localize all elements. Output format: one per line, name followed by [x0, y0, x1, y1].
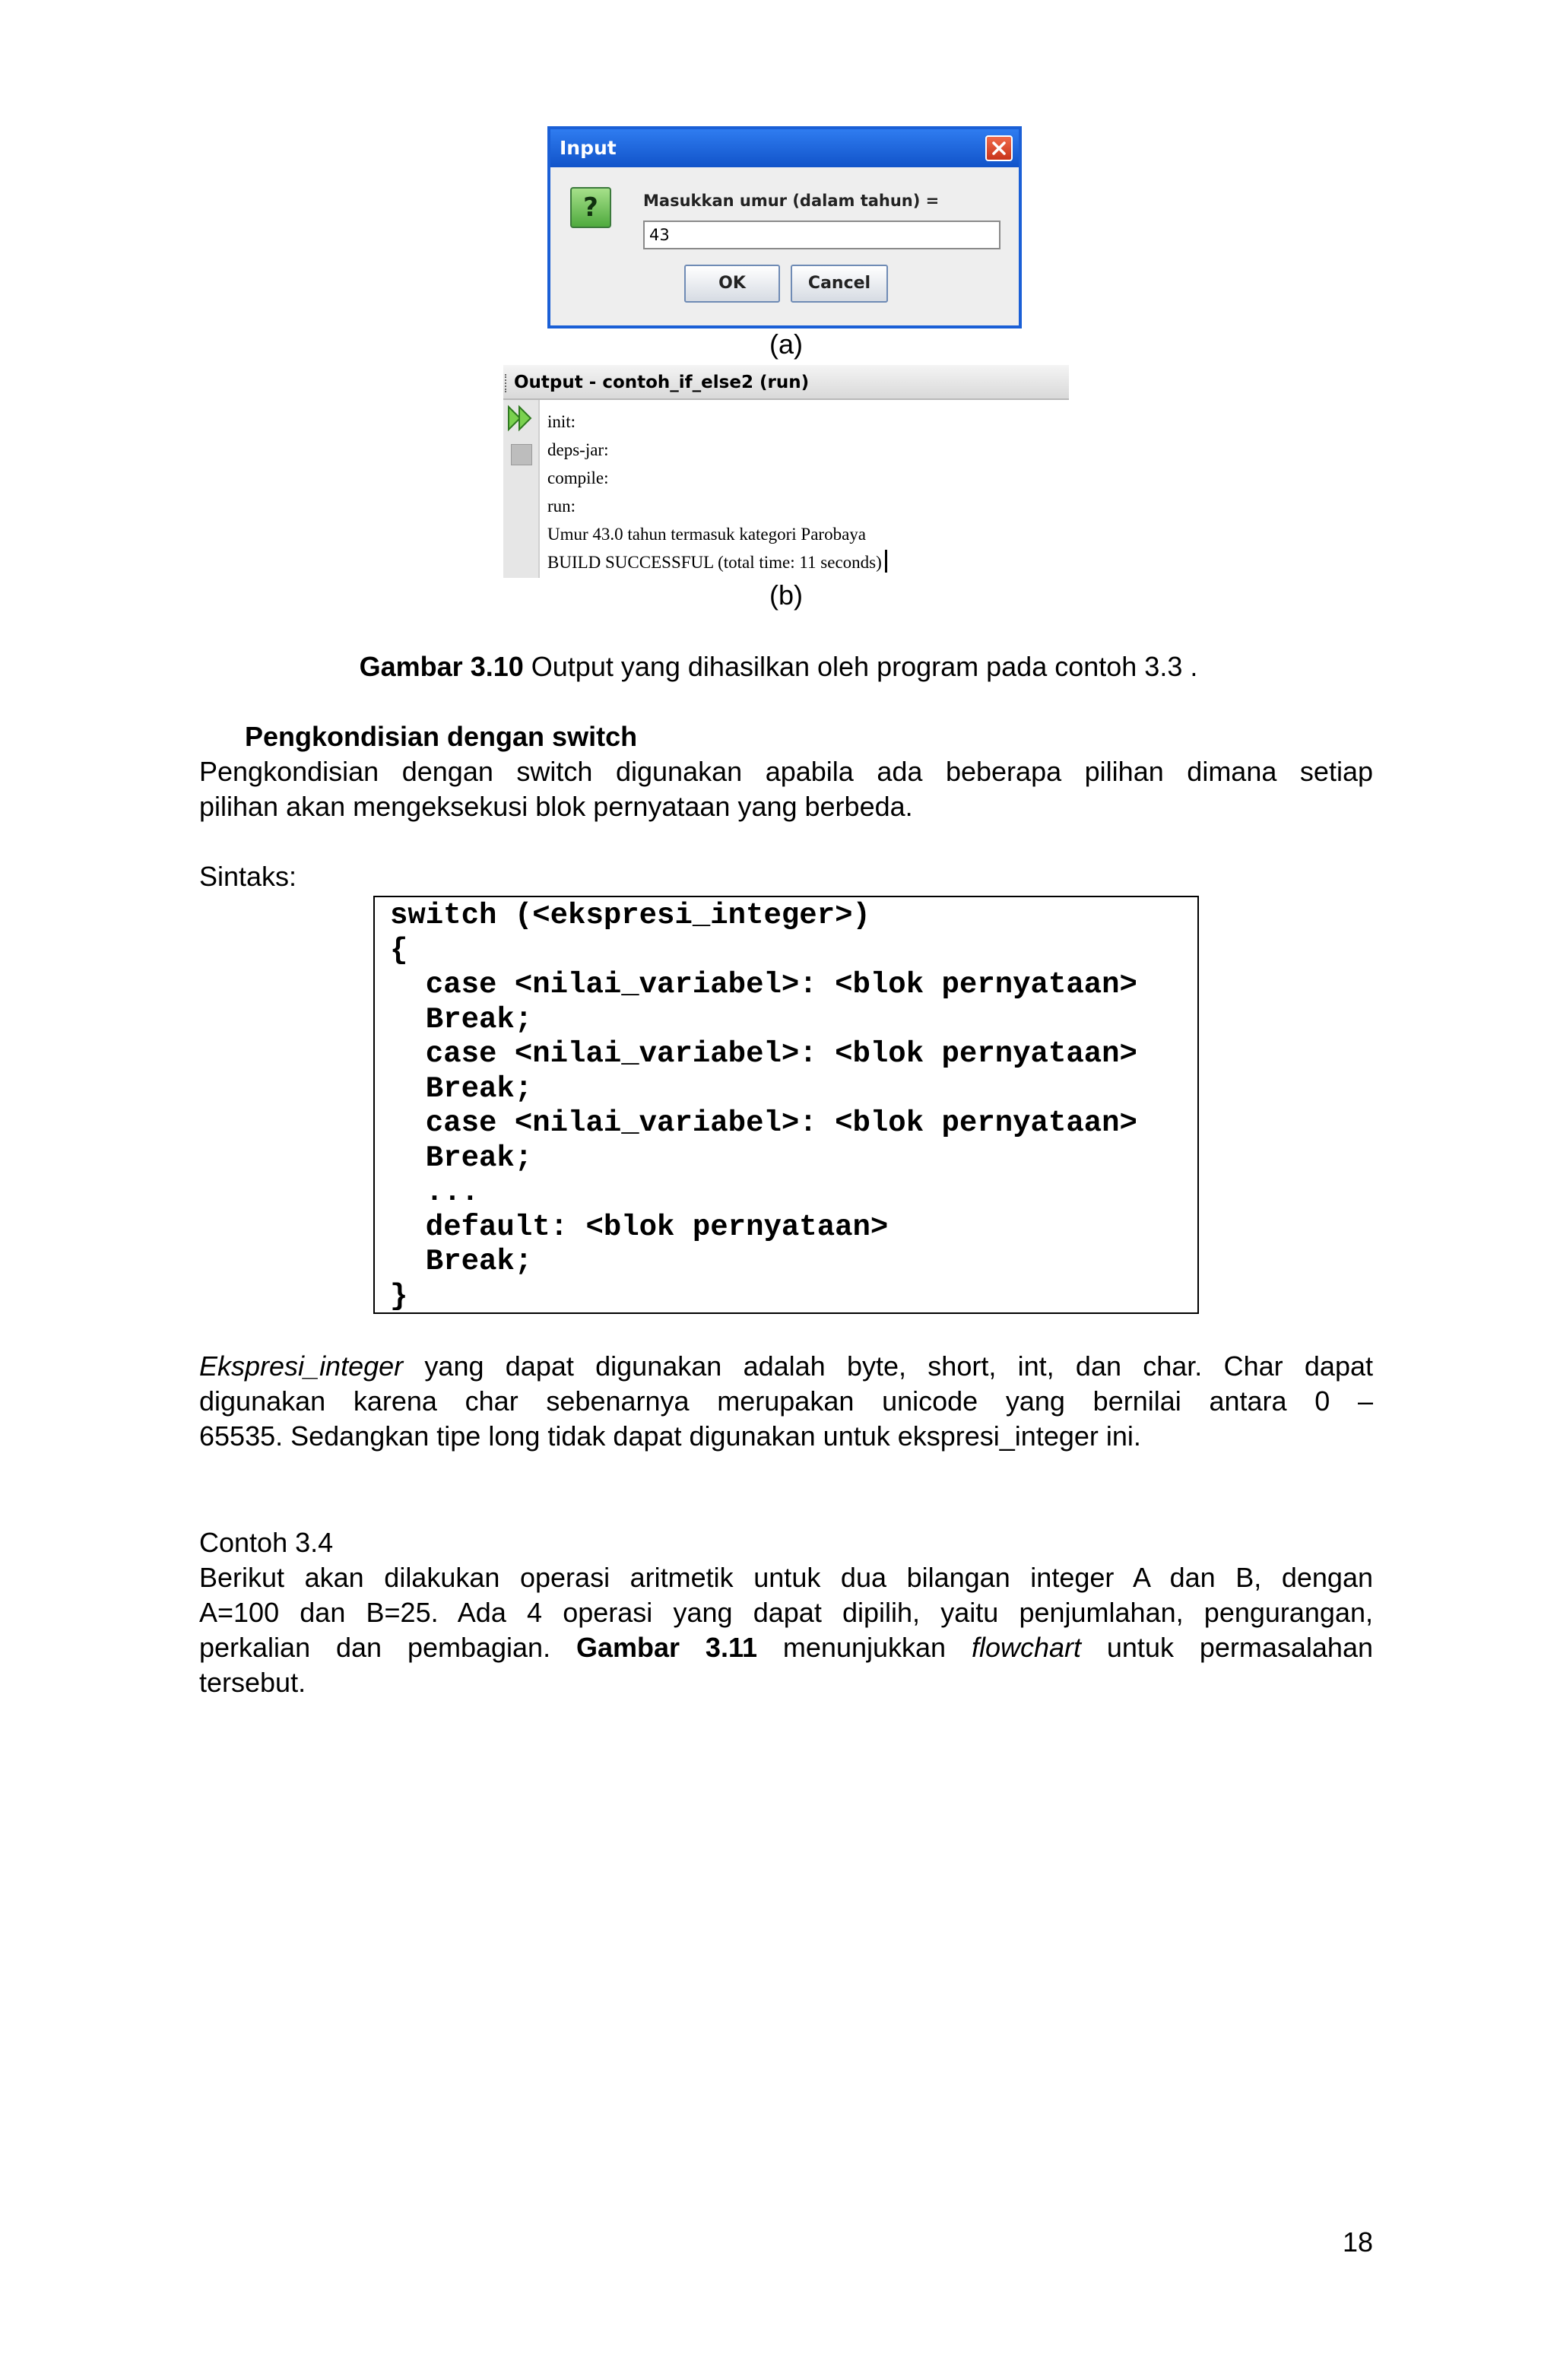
- intro-line: pilihan akan mengeksekusi blok pernyataan yang berbeda.: [199, 791, 913, 822]
- figure-label: Gambar 3.10: [359, 651, 524, 682]
- caption-a: (a): [769, 328, 803, 360]
- figure-caption: [0, 649, 1557, 684]
- dialog-prompt: Masukkan umur (dalam tahun) =: [643, 192, 940, 210]
- grip-handle[interactable]: [505, 374, 509, 392]
- output-line: run:: [547, 497, 576, 516]
- output-line: BUILD SUCCESSFUL (total time: 11 seconds): [547, 553, 882, 572]
- example-text: untuk permasalahan: [1081, 1632, 1373, 1663]
- cancel-button[interactable]: Cancel: [791, 265, 888, 303]
- stop-icon[interactable]: [511, 444, 532, 465]
- code-block: [390, 899, 1137, 1314]
- example-paragraph: [199, 1560, 1373, 1700]
- ok-button[interactable]: OK: [684, 265, 780, 303]
- output-toolbar: [503, 400, 540, 578]
- output-line-last: [547, 548, 887, 576]
- output-line: compile:: [547, 468, 609, 487]
- output-title-text: Output - contoh_if_else2 (run): [514, 373, 810, 392]
- figure-reference: Gambar 3.11: [576, 1632, 758, 1663]
- example-line: [199, 1630, 1373, 1665]
- code-line: case <nilai_variabel>: <blok pernyataan>: [390, 1037, 1137, 1071]
- syntax-label: Sintaks:: [199, 861, 297, 892]
- age-input[interactable]: 43: [643, 221, 1000, 249]
- output-title: [503, 365, 1069, 400]
- explanation-text: yang dapat digunakan adalah byte, short, int, dan char. Char dapat: [403, 1350, 1373, 1382]
- code-line: }: [390, 1279, 408, 1313]
- text-cursor: [885, 550, 887, 573]
- syntax-code-box: [373, 896, 1199, 1314]
- code-line: case <nilai_variabel>: <blok pernyataan>: [390, 968, 1137, 1001]
- code-line: Break;: [390, 1071, 533, 1106]
- code-line: case <nilai_variabel>: <blok pernyataan>: [390, 1106, 1137, 1140]
- output-window: [503, 365, 1069, 578]
- code-line: {: [390, 933, 408, 967]
- code-line: Break;: [390, 1002, 533, 1036]
- caption-b: (b): [769, 579, 803, 611]
- example-line: A=100 dan B=25. Ada 4 operasi yang dapat dipilih, yaitu penjumlahan, pengurangan,: [199, 1597, 1373, 1628]
- explanation-line: digunakan karena char sebenarnya merupakan unicode yang bernilai antara 0 –: [199, 1385, 1373, 1417]
- output-line: Umur 43.0 tahun termasuk kategori Parobaya: [547, 525, 866, 544]
- page-number: 18: [1342, 2226, 1373, 2258]
- close-icon: [991, 141, 1007, 156]
- example-text: perkalian dan pembagian.: [199, 1632, 576, 1663]
- example-title: Contoh 3.4: [199, 1527, 334, 1558]
- example-line: Berikut akan dilakukan operasi aritmetik untuk dua bilangan integer A dan B, dengan: [199, 1562, 1373, 1593]
- output-lines: [547, 408, 887, 576]
- dialog-title: Input: [550, 129, 1019, 167]
- input-dialog: [547, 126, 1022, 328]
- code-line: Break;: [390, 1141, 533, 1175]
- figure-caption-text: Output yang dihasilkan oleh program pada contoh 3.3 .: [523, 651, 1198, 682]
- flowchart-term: flowchart: [971, 1632, 1081, 1663]
- close-button[interactable]: [985, 135, 1013, 161]
- example-line: tersebut.: [199, 1667, 306, 1698]
- explanation-line: 65535. Sedangkan tipe long tidak dapat digunakan untuk ekspresi_integer ini.: [199, 1420, 1141, 1452]
- output-line: init:: [547, 412, 576, 431]
- intro-line: Pengkondisian dengan switch digunakan apabila ada beberapa pilihan dimana setiap: [199, 756, 1373, 787]
- section-heading: Pengkondisian dengan switch: [245, 721, 638, 752]
- example-text: menunjukkan: [757, 1632, 972, 1663]
- question-icon: ?: [570, 187, 611, 228]
- explanation-line: [199, 1349, 1373, 1384]
- output-line: deps-jar:: [547, 440, 609, 459]
- code-line: switch (<ekspresi_integer>): [390, 899, 870, 932]
- rerun-icon[interactable]: [506, 405, 535, 432]
- code-line: Break;: [390, 1245, 533, 1278]
- code-line: ...: [390, 1176, 480, 1209]
- section-intro: [199, 754, 1373, 824]
- code-line: default: <blok pernyataan>: [390, 1210, 889, 1244]
- explanation-paragraph: [199, 1349, 1373, 1454]
- italic-term: Ekspresi_integer: [199, 1350, 404, 1382]
